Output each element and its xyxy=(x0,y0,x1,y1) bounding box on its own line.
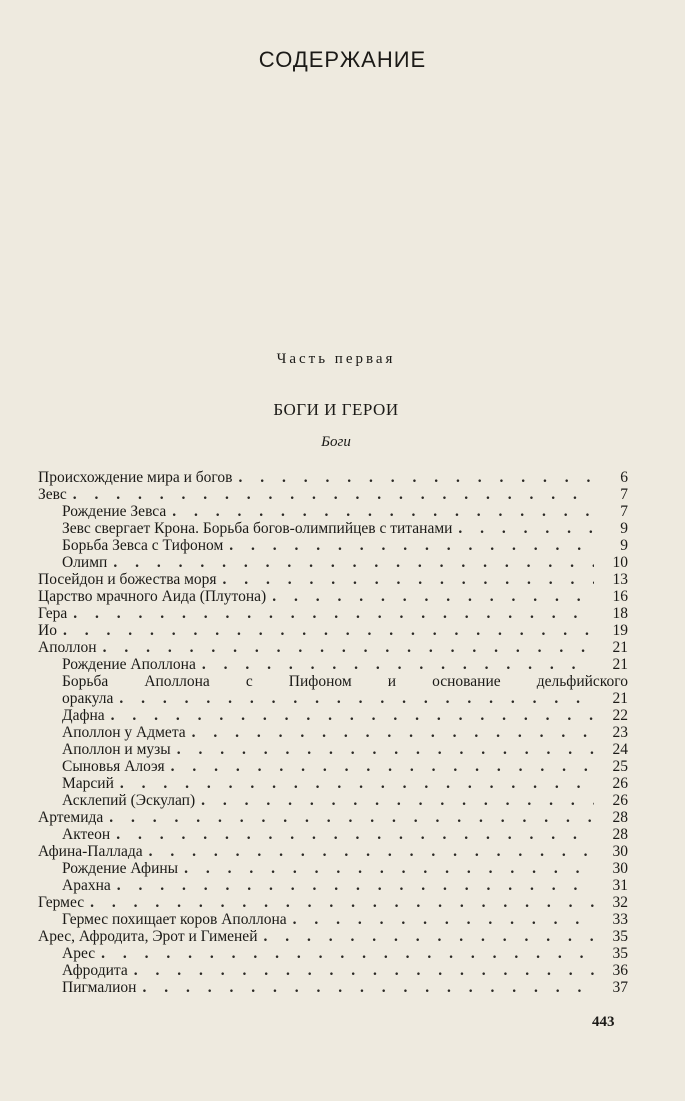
toc-entry-page: 19 xyxy=(612,622,628,639)
toc-entry xyxy=(38,537,628,554)
toc-entry xyxy=(38,775,628,792)
toc-entry-title: Гера xyxy=(38,605,68,622)
toc-entry xyxy=(38,707,628,724)
toc-entry-page: 9 xyxy=(620,520,628,537)
dot-leader xyxy=(272,588,594,605)
toc-entry xyxy=(38,911,628,928)
toc-entry xyxy=(38,571,628,588)
toc-entry-title: Актеон xyxy=(62,826,111,843)
dot-leader xyxy=(263,928,594,945)
dot-leader xyxy=(119,690,594,707)
toc-entry-page: 9 xyxy=(620,537,628,554)
toc-entry xyxy=(38,860,628,877)
toc-entry-title: Борьба Зевса с Тифоном xyxy=(62,537,224,554)
toc-entry-title: Ио xyxy=(38,622,57,639)
toc-entry-page: 30 xyxy=(612,860,628,877)
dot-leader xyxy=(101,945,594,962)
toc-entry-page: 31 xyxy=(612,877,628,894)
toc-entry-title: Гермес xyxy=(38,894,85,911)
dot-leader xyxy=(171,758,594,775)
toc-entry-page: 6 xyxy=(620,469,628,486)
toc-entry-title: Царство мрачного Аида (Плутона) xyxy=(38,588,267,605)
toc-entry-title: Афина-Паллада xyxy=(38,843,143,860)
page-title: СОДЕРЖАНИЕ xyxy=(258,47,427,72)
dot-leader xyxy=(172,503,594,520)
dot-leader xyxy=(238,469,594,486)
toc-entry xyxy=(38,945,628,962)
toc-entry xyxy=(38,622,628,639)
toc-entry xyxy=(38,673,628,690)
toc-entry-page: 37 xyxy=(612,979,628,996)
toc-entry-title: Рождение Афины xyxy=(62,860,179,877)
toc-entry-page: 35 xyxy=(612,928,628,945)
toc-entry-title: Рождение Аполлона xyxy=(62,656,196,673)
toc-entry-page: 7 xyxy=(620,503,628,520)
toc-entry xyxy=(38,894,628,911)
toc-entry-title: Зевс xyxy=(38,486,67,503)
dot-leader xyxy=(223,571,594,588)
dot-leader xyxy=(458,520,594,537)
dot-leader xyxy=(116,826,594,843)
toc-entry-page: 28 xyxy=(612,826,628,843)
toc-entry-title: Пигмалион xyxy=(62,979,137,996)
toc-entry-title: Арес, Афродита, Эрот и Гименей xyxy=(38,928,258,945)
toc-entry xyxy=(38,962,628,979)
toc-entry-page: 21 xyxy=(612,690,628,707)
dot-leader xyxy=(134,962,594,979)
toc-entry-title: Аполлон xyxy=(38,639,97,656)
toc-entry xyxy=(38,877,628,894)
dot-leader xyxy=(201,792,594,809)
toc-entry-title: Зевс свергает Крона. Борьба богов-олимпийцев с титанами xyxy=(62,520,453,537)
toc-entry-page: 35 xyxy=(612,945,628,962)
toc-entry-page: 25 xyxy=(612,758,628,775)
toc-entry-title: Афродита xyxy=(62,962,128,979)
toc-entry-page: 7 xyxy=(620,486,628,503)
toc-entry xyxy=(38,656,628,673)
toc-entry-page: 13 xyxy=(612,571,628,588)
toc-entry-title: Борьба Аполлона с Пифоном и основание дельфийского xyxy=(62,673,628,690)
toc-entry xyxy=(38,724,628,741)
toc-entry-page: 33 xyxy=(612,911,628,928)
toc-entry-title: Рождение Зевса xyxy=(62,503,167,520)
section-title: БОГИ И ГЕРОИ xyxy=(273,400,399,419)
toc-entry xyxy=(38,928,628,945)
dot-leader xyxy=(149,843,594,860)
dot-leader xyxy=(63,622,594,639)
dot-leader xyxy=(109,809,594,826)
toc-entry-title: Дафна xyxy=(62,707,105,724)
dot-leader xyxy=(142,979,594,996)
toc-entry-page: 28 xyxy=(612,809,628,826)
toc-entry-page: 22 xyxy=(612,707,628,724)
toc-entry-title: Асклепий (Эскулап) xyxy=(62,792,196,809)
toc-entry-page: 18 xyxy=(612,605,628,622)
dot-leader xyxy=(90,894,594,911)
toc-entry-title: Происхождение мира и богов xyxy=(38,469,233,486)
toc-entry-title: Арахна xyxy=(62,877,111,894)
toc-entry xyxy=(38,588,628,605)
toc-entry xyxy=(38,741,628,758)
toc-entry-title: Олимп xyxy=(62,554,108,571)
toc-entry-page: 32 xyxy=(612,894,628,911)
toc-entry xyxy=(38,639,628,656)
dot-leader xyxy=(192,724,594,741)
part-label: Часть первая xyxy=(276,351,396,367)
toc-entry-page: 16 xyxy=(612,588,628,605)
toc-entry-title: Аполлон у Адмета xyxy=(62,724,186,741)
toc-entry xyxy=(38,520,628,537)
dot-leader xyxy=(73,605,594,622)
toc-entry-title: Гермес похищает коров Аполлона xyxy=(62,911,287,928)
toc-entry-title: Арес xyxy=(62,945,96,962)
toc-entry-page: 21 xyxy=(612,656,628,673)
toc-entry-page: 21 xyxy=(612,639,628,656)
toc-entry-title: Артемида xyxy=(38,809,104,826)
dot-leader xyxy=(120,775,594,792)
toc-entry-page: 30 xyxy=(612,843,628,860)
toc-entry xyxy=(38,979,628,996)
toc-entry xyxy=(38,758,628,775)
toc-entry-title: Аполлон и музы xyxy=(62,741,171,758)
toc-entry xyxy=(38,486,628,503)
subsection-title: Боги xyxy=(321,434,351,450)
toc-entry-page: 24 xyxy=(612,741,628,758)
dot-leader xyxy=(184,860,594,877)
toc-entry-title: Посейдон и божества моря xyxy=(38,571,217,588)
dot-leader xyxy=(103,639,594,656)
toc-entry xyxy=(38,690,628,707)
toc-entry-page: 23 xyxy=(612,724,628,741)
toc-entry-title: Сыновья Алоэя xyxy=(62,758,165,775)
toc-entry-title: Марсий xyxy=(62,775,114,792)
dot-leader xyxy=(202,656,594,673)
dot-leader xyxy=(229,537,594,554)
dot-leader xyxy=(177,741,594,758)
toc-entry xyxy=(38,843,628,860)
toc-entry-page: 36 xyxy=(612,962,628,979)
toc-entry-title: оракула xyxy=(62,690,114,707)
dot-leader xyxy=(113,554,594,571)
page-number: 443 xyxy=(592,1014,615,1030)
dot-leader xyxy=(293,911,594,928)
dot-leader xyxy=(73,486,594,503)
toc-entry xyxy=(38,826,628,843)
toc-entry xyxy=(38,809,628,826)
toc-entry-page: 26 xyxy=(612,775,628,792)
dot-leader xyxy=(111,707,594,724)
toc-entry-page: 10 xyxy=(612,554,628,571)
toc-entry xyxy=(38,503,628,520)
table-of-contents xyxy=(38,469,628,996)
toc-entry xyxy=(38,792,628,809)
toc-entry xyxy=(38,605,628,622)
toc-entry xyxy=(38,469,628,486)
toc-entry-page: 26 xyxy=(612,792,628,809)
toc-entry xyxy=(38,554,628,571)
dot-leader xyxy=(117,877,594,894)
